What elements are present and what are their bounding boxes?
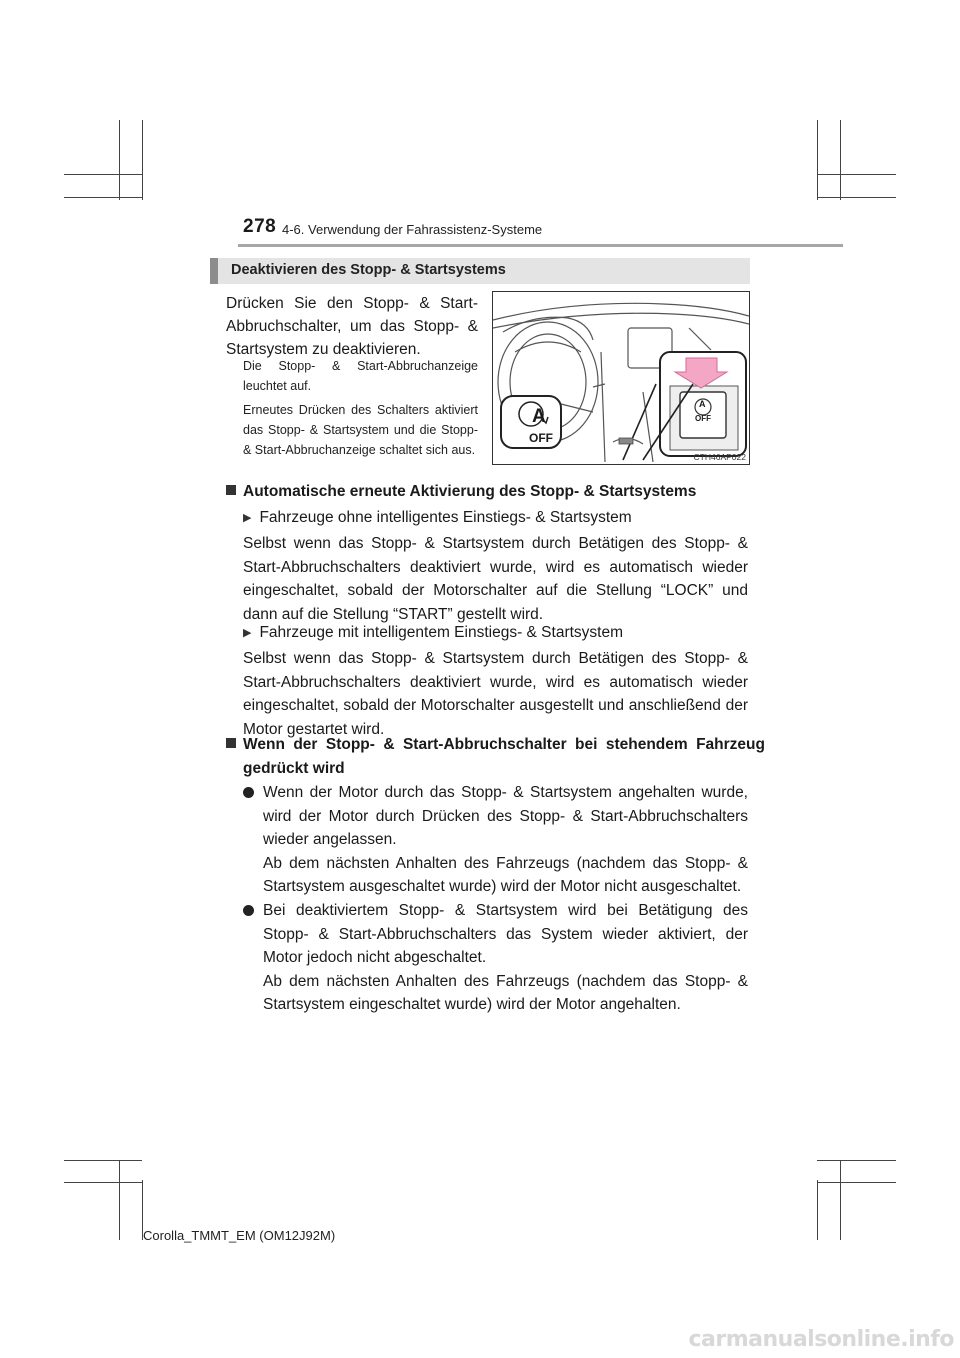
- bullet-item: Wenn der Motor durch das Stopp- & Startsystem angehalten wurde, wird der Motor durch Drücken des Stopp- & Start-Abbruchschalters wieder angelassen. Ab dem nächsten Anhalten des Fahrzeugs (nachdem das Stopp- & Startsystem ausgeschaltet wurde) wird der Motor nicht ausgeschaltet.: [243, 781, 748, 899]
- crop-mark: [817, 174, 896, 175]
- figure-code: CTH46AP022: [693, 452, 746, 462]
- crop-mark: [817, 1182, 896, 1183]
- case2-text: Selbst wenn das Stopp- & Startsystem durch Betätigen des Stopp- & Start-Abbruchschalters deaktiviert wurde, wird es automatisch wieder eingeschaltet, sobald der Motorschalter ausgestellt und anschließend der Motor gestartet wird.: [243, 650, 748, 738]
- crop-mark: [64, 174, 142, 175]
- square-bullet-icon: [226, 738, 236, 748]
- crop-mark: [840, 120, 841, 200]
- reactivation-heading: Automatische erneute Aktivierung des Stopp- & Startsystems: [226, 480, 696, 504]
- stationary-heading: Wenn der Stopp- & Start-Abbruchschalter bei stehendem Fahrzeug gedrückt wird: [226, 733, 765, 780]
- crop-mark: [64, 1182, 142, 1183]
- note-indicator-off: Erneutes Drücken des Schalters aktiviert das Stopp- & Startsystem und die Stopp- & Start-Abbruchanzeige schaltet sich aus.: [243, 403, 478, 457]
- bullet-dot-icon: [243, 787, 254, 798]
- intro-paragraph: Drücken Sie den Stopp- & Start-Abbruchschalter, um das Stopp- & Startsystem zu deaktivieren.: [226, 295, 478, 358]
- footer-text: Corolla_TMMT_EM (OM12J92M): [143, 1228, 336, 1243]
- bullet-dot-icon: [243, 905, 254, 916]
- crop-mark: [817, 120, 818, 200]
- crop-mark: [64, 1160, 142, 1161]
- crop-mark: [119, 120, 120, 200]
- crop-mark: [142, 120, 143, 200]
- crop-mark: [119, 1160, 120, 1240]
- crop-mark: [817, 1160, 896, 1161]
- section-heading-text: Deaktivieren des Stopp- & Startsystems: [231, 262, 506, 278]
- label-big-letter: A: [532, 406, 546, 427]
- label-small-text: OFF: [695, 414, 711, 423]
- header-rule: [238, 244, 843, 247]
- triangle-right-icon: ▶: [243, 627, 252, 639]
- case2-title: ▶ Fahrzeuge mit intelligentem Einstiegs- & Startsystem: [243, 624, 623, 641]
- crop-mark: [840, 1160, 841, 1240]
- watermark: carmanualsonline.info: [688, 1327, 954, 1352]
- case1-text: Selbst wenn das Stopp- & Startsystem durch Betätigen des Stopp- & Start-Abbruchschalters deaktiviert wurde, wird es automatisch wieder eingeschaltet, sobald der Motorschalter auf die Stellung “LOCK” und dann auf die Stellung “START” gestellt wird.: [243, 535, 748, 623]
- bullet-item: Bei deaktiviertem Stopp- & Startsystem wird bei Betätigung des Stopp- & Start-Abbruchschalters das System wieder aktiviert, der Motor jedoch nicht abgeschaltet. Ab dem nächsten Anhalten des Fahrzeugs (nachdem das Stopp- & Startsystem eingeschaltet wurde) wird der Motor angehalten.: [243, 899, 748, 1017]
- section-heading: [210, 258, 750, 284]
- crop-mark: [817, 1180, 818, 1240]
- chapter-title: 4-6. Verwendung der Fahrassistenz-Systeme: [282, 222, 543, 237]
- note-indicator-on: Die Stopp- & Start-Abbruchanzeige leuchtet auf.: [243, 359, 478, 393]
- label-small-letter: A: [699, 399, 706, 409]
- page-number: 278: [243, 216, 277, 237]
- dashboard-illustration: [492, 291, 750, 465]
- square-bullet-icon: [226, 485, 236, 495]
- case1-title: ▶ Fahrzeuge ohne intelligentes Einstiegs- & Startsystem: [243, 509, 632, 526]
- crop-mark: [64, 197, 142, 198]
- crop-mark: [817, 197, 896, 198]
- label-big-text: OFF: [529, 431, 553, 445]
- triangle-right-icon: ▶: [243, 512, 252, 524]
